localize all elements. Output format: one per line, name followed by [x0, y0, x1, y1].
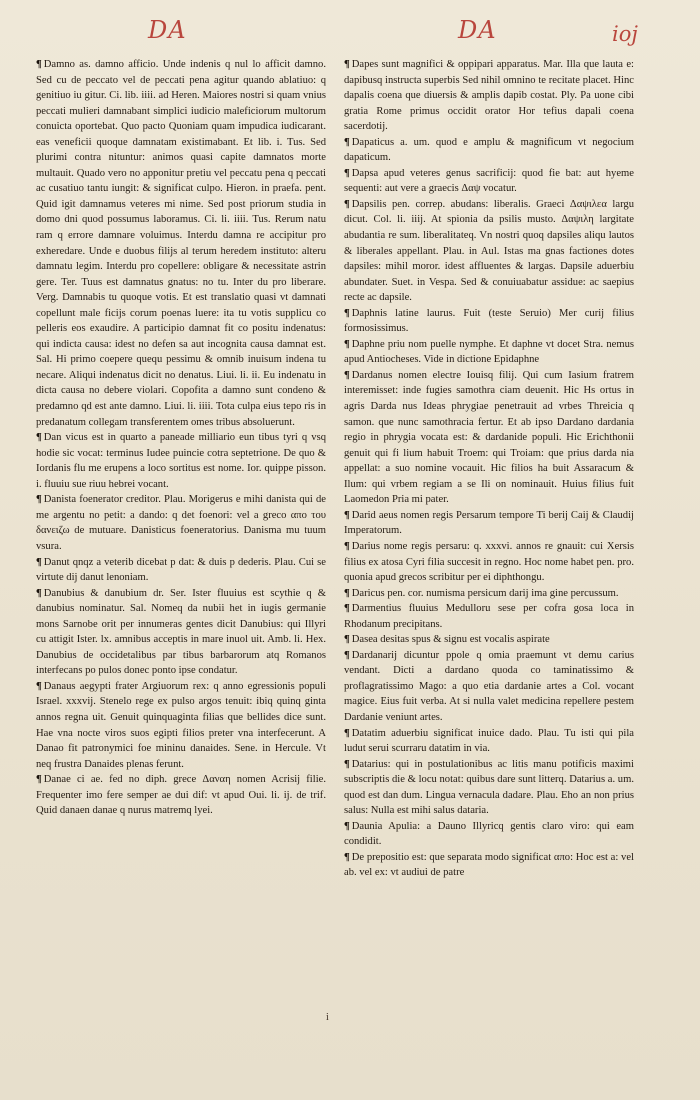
right-column	[344, 57, 634, 881]
dictionary-entry	[36, 430, 326, 492]
paragraph-mark-icon: ¶	[344, 198, 350, 210]
paragraph-mark-icon: ¶	[344, 727, 350, 739]
paragraph-mark-icon: ¶	[344, 587, 350, 599]
dictionary-entry	[36, 679, 326, 772]
dictionary-entry	[344, 508, 634, 539]
paragraph-mark-icon: ¶	[36, 556, 42, 568]
dictionary-entry	[344, 135, 634, 166]
entry-text: Datatim aduerbiu significat inuice dado. Plau. Tu isti qui pila ludut serui scurraru datatim in via.	[344, 727, 634, 755]
paragraph-mark-icon: ¶	[344, 649, 350, 661]
paragraph-mark-icon: ¶	[344, 540, 350, 552]
dictionary-entry	[344, 337, 634, 368]
paragraph-mark-icon: ¶	[344, 59, 350, 70]
folio-number: ioj	[612, 22, 638, 46]
dictionary-entry	[344, 166, 634, 197]
paragraph-mark-icon: ¶	[344, 167, 350, 179]
dictionary-entry	[36, 492, 326, 554]
paragraph-mark-icon: ¶	[344, 369, 350, 381]
running-head-right: DA	[458, 16, 497, 44]
paragraph-mark-icon: ¶	[36, 774, 42, 786]
entry-text: Dapaticus a. um. quod e amplu & magnificum vt negocium dapaticum.	[344, 136, 634, 164]
entry-text: Darmentius fluuius Medulloru sese per cofra gosa loca in Rhodanum precipitans.	[344, 603, 634, 630]
dictionary-entry	[344, 819, 634, 850]
paragraph-mark-icon: ¶	[344, 758, 350, 770]
entry-text: Damno as. damno afficio. Unde indenis q nul lo afficit damno. Sed cu de peccato vel de peccati pena agitur quando ablatiuo: q genitiuo iu gitur. Ci. lib. iiii. ad Heren. Maiores nostri si quam vnius peccati mulieri damnabant simplici iudicio maleficiorum multorum conuicta oportebat. Quo pacto Quoniam quam impudica iudicarant. eas veneficii quoque damnatam existimabant. Et lib. i. Tus. Sed plurimi contra nituntur: animos quasi capite damnatos morte multauit. Quado vero no apponitur pretiu vel peccatu pena q peccati ac cusatiuo tantu iungit: & significat culpo. Hieron. in praefa. pent. Quid igit damnamus veteres mi nime. Sed post priorum studia in domo dni quod possumus laboramus. Ci. li. iiii. Tus. Rerum natu ram q errore damnare voluimus. Interdu damna re accipitur pro exheredare. Unde e duobus filijs al terum heredem instituto: alteru damnatu legim. Interdu pro copellere: obligare & necessitate astrin gere. Ter. Tuus est damnatus gnatus: no tu. Inter du pro liberare. Verg. Damnabis tu quoque votis. Et est translatio quasi vt damnati copellunt male ficijs corum poenas luere: ita tu votis supplicu co pelleris eos exaudire. A participio damnat fit co positu indenatus: qui indicta causa: idest no defen sa aut incognita causa damnat est. Sal. Hi primo coepere quequ pessimu & omnib inuisum indena tu necare. Aliqui indenatus dicit no denatus. Liui. li. ii. Eu indenatu in dicta causa no debere violari. Copofita a damno sunt condeno & predamno qd est ante damno. Liui. li. iiii. Tota culpa eius tepo ris in predanatum collegam transferentem omes tribus absoluerunt.	[36, 59, 326, 428]
dictionary-entry	[344, 648, 634, 726]
dictionary-entry	[36, 555, 326, 586]
entry-text: Dan vicus est in quarto a paneade milliario eun tibus tyri q vsq hodie sic vocat: terminus Iudee puincie cotra septetrione. De quo & Iordanis flu me erupens a loco sortitus est nome. Ior. quippe pisson. i. fluuiu sue riuu hebrei vocant.	[36, 432, 326, 490]
entry-text: Dapes sunt magnifici & oppipari apparatus. Mar. Illa que lauta e: dapibusq instructa superbis Sed nihil omnino te recitate placet. Hinc dapalis coena que diuersis & amplis dapib costat. Ply. Pa uone cibi gratia Rome primus occidit orator Hor tefius dapali coena sacerdotij.	[344, 59, 634, 133]
paragraph-mark-icon: ¶	[344, 634, 350, 646]
dictionary-entry	[36, 57, 326, 430]
paragraph-mark-icon: ¶	[344, 338, 350, 350]
paragraph-mark-icon: ¶	[344, 307, 350, 319]
paragraph-mark-icon: ¶	[36, 494, 42, 506]
entry-text: Dardanus nomen electre Iouisq filij. Qui cum Iasium fratrem interemisset: inde fugies samothra ciam deuenit. Hic Hs ortus in agris Darda nus Ideas phrygiae penetrauit ad vrbes Threicia q samon. que nunc samothracia fertur. Et ab ipso Dardano dardania regio in phrygia vocata est: & dardanide populi. Hic Erichthonii genuit qui fi lium habuit Troem: qui Troiam: que prius darda nia appellat: a suo nomine vocauit. Hic filios ha buit Assaracum & Ilum: qui vrbem regiam a se Ili on nominauit. Huius filius fuit Laomedon Pria mi pater.	[344, 369, 634, 506]
dictionary-entry	[344, 57, 634, 135]
entry-text: Dasea desitas spus & signu est vocalis aspirate	[351, 634, 550, 646]
entry-text: Danubius & danubium dr. Ser. Ister fluuius est scythie q & danubius nominatur. Sal. Nomeq da nubii het in iugis germanie mons Sarnobe orit per innumeras gentes dicit Danubius: qui Illyri cu attigit Ister. lx. amnibus acceptis in mare inuol uit. Amb. li. Hex. Danubius de occidetalibus par tibus barbarorum atq Romanos interfecans po pulos donec ponto ipse condatur.	[36, 587, 326, 677]
paragraph-mark-icon: ¶	[36, 59, 42, 70]
paragraph-mark-icon: ¶	[36, 432, 42, 444]
entry-text: Daphnis latine laurus. Fuit (teste Seruio) Mer curij filius formosissimus.	[344, 307, 634, 335]
paragraph-mark-icon: ¶	[344, 851, 350, 863]
paragraph-mark-icon: ¶	[344, 603, 350, 615]
paragraph-mark-icon: ¶	[36, 680, 42, 692]
paragraph-mark-icon: ¶	[344, 509, 350, 521]
entry-text: Daricus pen. cor. numisma persicum darij ima gine percussum.	[351, 587, 619, 599]
entry-text: Dardanarij dicuntur ppole q omia praemunt vt demu carius vendant. Dicti a dardano quoda co taminatissimo & proflagratissimo Mago: a quo etia dardanie artes a Col. vocant magice. Eius fuit verba. At si nulla valet medicina repellere pestem Dardanie veniunt artes.	[344, 649, 634, 723]
entry-text: De prepositio est: que separata modo significat απο: Hoc est a: vel ab. vel ex: vt audiui de patre	[344, 851, 634, 879]
dictionary-entry	[344, 757, 634, 819]
paragraph-mark-icon: ¶	[344, 820, 350, 832]
dictionary-entry	[344, 586, 634, 602]
running-head-left: DA	[148, 16, 187, 44]
entry-text: Danaus aegypti frater Argiuorum rex: q anno egressionis populi Israel. xxxvij. Stenelo rege ex pulso argos tenuit: ibiq quinq ginta annos regna uit. Genuit quinquaginta filias que bellides dice sunt. Hae vna nocte viros suos egipti filios preter vna interfecerunt. A Danao fit patronymici foe mininu danaides. Sene. in Hercule. Vt neq frustra Danaides plenas ferunt.	[36, 680, 326, 770]
entry-text: Danae ci ae. fed no diph. grece Δαναη nomen Acrisij filie. Frequenter imo fere semper ae dui dif: vt apud Oui. li. ij. de trif. Quid danaen danae q nurus matremq lyei.	[36, 774, 326, 817]
paragraph-mark-icon: ¶	[344, 136, 350, 148]
dictionary-entry	[344, 306, 634, 337]
dictionary-entry	[344, 368, 634, 508]
entry-text: Danista foenerator creditor. Plau. Morigerus e mihi danista qui de me argentu no petit: a dando: q det foenori: vel a greco απο του δανειζω de mutuare. Danisticus foeneratorius. Danisma mu tuum vsura.	[36, 494, 326, 552]
entry-text: Dapsilis pen. correp. abudans: liberalis. Graeci Δαψιλεα largu dicut. Col. li. iiij. At spionia da psilis musto. Δαψιλη largitate abudantia re sum. liberalitateq. Vn nostri quoq dapsiles aliqu lautos & liberales appellant. Plau. in Aul. Istas ma gnas factiones dotes dapsiles: mihil moror. idest affluentes & largas. Dapsile aduerbiu abundater. Suet. in Vespa. Sed & conuiuabatur assidue: ac saepius recte ac dapsile.	[344, 198, 634, 304]
entry-text: Daphne priu nom puelle nymphe. Et daphne vt docet Stra. nemus apud Antiocheses. Vide in dictione Epidaphne	[344, 338, 634, 366]
entry-text: Daunia Apulia: a Dauno Illyricq gentis claro viro: qui eam condidit.	[344, 820, 634, 848]
dictionary-entry	[344, 539, 634, 586]
entry-text: Datarius: qui in postulationibus ac litis manu potificis maximi subscriptis die & locu notat: quibus dare sunt litterq. Datarius a. um. quod est dan dum. Lingua vernacula dadare. Plau. Eho an non prius salus: Nulla est mihi salus dataria.	[344, 758, 634, 817]
dictionary-entry	[344, 197, 634, 306]
entry-text: Darid aeus nomen regis Persarum tempore Ti berij Caij & Claudij Imperatorum.	[344, 509, 634, 537]
entry-text: Darius nome regis persaru: q. xxxvi. annos re gnauit: cui Xersis filius ex atosa Cyri filia succesit in regno. Hoc nome habet pen. pro. quonia apud grecos scribitur per ei diphthongu.	[344, 540, 634, 584]
signature-mark: i	[326, 1012, 329, 1023]
entry-text: Dapsa apud veteres genus sacrificij: quod fie bat: aut hyeme sequenti: aut vere a graecis Δαψ vocatur.	[344, 167, 634, 195]
dictionary-entry	[344, 632, 634, 648]
entry-text: Danut qnqz a veterib dicebat p dat: & duis p dederis. Plau. Cui se virtute dij danut lenoniam.	[36, 556, 326, 584]
dictionary-entry	[36, 772, 326, 819]
dictionary-entry	[344, 726, 634, 757]
left-column	[36, 57, 326, 819]
dictionary-entry	[36, 586, 326, 679]
dictionary-entry	[344, 850, 634, 881]
dictionary-entry	[344, 601, 634, 632]
paragraph-mark-icon: ¶	[36, 587, 42, 599]
